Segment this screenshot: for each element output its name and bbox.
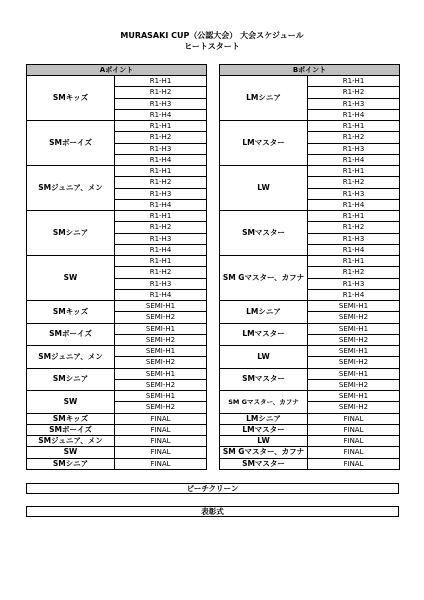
heat-label: SEMI-H2 bbox=[308, 379, 400, 390]
division-name: SMマスター bbox=[220, 211, 308, 256]
heat-label: FINAL bbox=[308, 436, 400, 447]
heat-label: R1-H1 bbox=[308, 166, 400, 177]
division-name: SMジュニア、メン bbox=[27, 166, 115, 211]
heat-label: SEMI-H2 bbox=[308, 402, 400, 413]
table-row bbox=[220, 76, 400, 87]
division-name: LMマスター bbox=[220, 121, 308, 166]
table-row bbox=[27, 211, 207, 222]
heat-label: FINAL bbox=[308, 424, 400, 435]
heat-label: SEMI-H2 bbox=[115, 334, 207, 345]
heat-label: SEMI-H2 bbox=[308, 334, 400, 345]
heat-label: R1-H3 bbox=[115, 278, 207, 289]
division-name: SMジュニア、メン bbox=[27, 346, 115, 369]
heat-label: R1-H4 bbox=[115, 199, 207, 210]
table-row bbox=[220, 323, 400, 334]
heat-label: R1-H1 bbox=[115, 211, 207, 222]
heat-label: R1-H2 bbox=[115, 222, 207, 233]
division-name: SMシニア bbox=[27, 458, 115, 469]
table-row bbox=[220, 413, 400, 424]
heat-label: SEMI-H1 bbox=[115, 301, 207, 312]
point-header: Bポイント bbox=[220, 65, 400, 76]
division-name: SMボーイズ bbox=[27, 424, 115, 435]
point-b-table bbox=[219, 64, 400, 470]
heat-label: SEMI-H1 bbox=[308, 346, 400, 357]
heat-label: FINAL bbox=[308, 413, 400, 424]
division-name: SW bbox=[27, 447, 115, 458]
heat-label: FINAL bbox=[115, 424, 207, 435]
point-header: Aポイント bbox=[27, 65, 207, 76]
division-name: LMシニア bbox=[220, 413, 308, 424]
heat-label: R1-H2 bbox=[115, 87, 207, 98]
heat-label: R1-H4 bbox=[115, 289, 207, 300]
heat-label: R1-H1 bbox=[115, 121, 207, 132]
division-name: LMマスター bbox=[220, 323, 308, 346]
heat-label: R1-H2 bbox=[115, 267, 207, 278]
heat-label: R1-H1 bbox=[308, 211, 400, 222]
page-subtitle: ヒートスタート bbox=[184, 42, 240, 51]
heat-label: R1-H2 bbox=[308, 87, 400, 98]
division-name: LW bbox=[220, 436, 308, 447]
heat-label: FINAL bbox=[308, 447, 400, 458]
table-row bbox=[220, 256, 400, 267]
point-a-table bbox=[26, 64, 207, 470]
division-name: SMキッズ bbox=[27, 76, 115, 121]
heat-label: SEMI-H1 bbox=[115, 346, 207, 357]
heat-label: R1-H2 bbox=[308, 222, 400, 233]
table-row bbox=[220, 121, 400, 132]
beach-clean-bar: ビーチクリーン bbox=[26, 483, 399, 494]
division-name: SW bbox=[27, 391, 115, 414]
heat-label: SEMI-H2 bbox=[308, 357, 400, 368]
heat-label: R1-H3 bbox=[308, 143, 400, 154]
heat-label: R1-H3 bbox=[115, 233, 207, 244]
division-name: SMキッズ bbox=[27, 301, 115, 324]
table-header-row bbox=[27, 65, 207, 76]
table-row bbox=[220, 447, 400, 458]
division-name: SMマスター bbox=[220, 458, 308, 469]
heat-label: SEMI-H1 bbox=[308, 301, 400, 312]
heat-label: R1-H3 bbox=[115, 143, 207, 154]
table-header-row bbox=[220, 65, 400, 76]
heat-label: R1-H4 bbox=[115, 244, 207, 255]
division-name: SMシニア bbox=[27, 211, 115, 256]
heat-label: R1-H2 bbox=[115, 132, 207, 143]
division-name: LMシニア bbox=[220, 301, 308, 324]
division-name: SMボーイズ bbox=[27, 323, 115, 346]
table-row bbox=[220, 436, 400, 447]
table-row bbox=[27, 424, 207, 435]
heat-label: SEMI-H1 bbox=[115, 391, 207, 402]
heat-label: SEMI-H1 bbox=[308, 323, 400, 334]
division-name: LW bbox=[220, 166, 308, 211]
table-row bbox=[220, 211, 400, 222]
heat-label: R1-H1 bbox=[308, 121, 400, 132]
heat-label: R1-H3 bbox=[115, 188, 207, 199]
heat-label: R1-H2 bbox=[308, 177, 400, 188]
heat-label: SEMI-H2 bbox=[115, 357, 207, 368]
heat-label: SEMI-H1 bbox=[115, 368, 207, 379]
heat-label: R1-H4 bbox=[115, 154, 207, 165]
awards-ceremony-bar: 表彰式 bbox=[26, 506, 399, 517]
heat-label: R1-H1 bbox=[115, 76, 207, 87]
table-row bbox=[27, 323, 207, 334]
division-name: LMマスター bbox=[220, 424, 308, 435]
heat-label: R1-H2 bbox=[308, 132, 400, 143]
division-name: SMキッズ bbox=[27, 413, 115, 424]
table-row bbox=[27, 121, 207, 132]
division-name: SMマスター bbox=[220, 368, 308, 391]
heat-label: R1-H4 bbox=[308, 109, 400, 120]
heat-label: SEMI-H2 bbox=[115, 402, 207, 413]
heat-label: R1-H1 bbox=[115, 166, 207, 177]
table-row bbox=[27, 368, 207, 379]
heat-label: FINAL bbox=[115, 458, 207, 469]
table-row bbox=[27, 447, 207, 458]
heat-label: R1-H3 bbox=[308, 233, 400, 244]
table-row bbox=[27, 256, 207, 267]
heat-label: SEMI-H2 bbox=[308, 312, 400, 323]
heat-label: R1-H4 bbox=[308, 199, 400, 210]
heat-label: FINAL bbox=[115, 436, 207, 447]
heat-label: FINAL bbox=[308, 458, 400, 469]
page-title: MURASAKI CUP（公認大会） 大会スケジュール bbox=[120, 31, 304, 40]
heat-label: R1-H4 bbox=[308, 154, 400, 165]
table-row bbox=[27, 166, 207, 177]
heat-label: R1-H4 bbox=[115, 109, 207, 120]
heat-label: SEMI-H2 bbox=[115, 379, 207, 390]
heat-label: R1-H1 bbox=[308, 76, 400, 87]
heat-label: R1-H3 bbox=[308, 278, 400, 289]
division-name: SM Gマスター、カフナ bbox=[220, 447, 308, 458]
division-name: LMシニア bbox=[220, 76, 308, 121]
heat-label: R1-H1 bbox=[308, 256, 400, 267]
division-name: SM Gマスター、カフナ bbox=[220, 256, 308, 301]
heat-label: R1-H2 bbox=[115, 177, 207, 188]
table-row bbox=[27, 458, 207, 469]
division-name: SMジュニア、メン bbox=[27, 436, 115, 447]
heat-label: FINAL bbox=[115, 447, 207, 458]
table-row bbox=[220, 458, 400, 469]
division-name: SMシニア bbox=[27, 368, 115, 391]
heat-label: R1-H3 bbox=[115, 98, 207, 109]
table-row bbox=[27, 301, 207, 312]
table-row bbox=[220, 368, 400, 379]
table-row bbox=[27, 436, 207, 447]
heat-label: SEMI-H2 bbox=[115, 312, 207, 323]
table-row bbox=[220, 166, 400, 177]
table-row bbox=[27, 413, 207, 424]
division-name: SM Gマスター、カフナ bbox=[220, 391, 308, 414]
table-row bbox=[27, 391, 207, 402]
table-row bbox=[220, 301, 400, 312]
division-name: SW bbox=[27, 256, 115, 301]
table-row bbox=[27, 76, 207, 87]
division-name: SMボーイズ bbox=[27, 121, 115, 166]
heat-label: SEMI-H1 bbox=[308, 391, 400, 402]
heat-label: R1-H1 bbox=[115, 256, 207, 267]
heat-label: R1-H3 bbox=[308, 98, 400, 109]
table-row bbox=[220, 346, 400, 357]
table-row bbox=[220, 424, 400, 435]
heat-label: SEMI-H1 bbox=[115, 323, 207, 334]
table-row bbox=[220, 391, 400, 402]
heat-label: R1-H4 bbox=[308, 244, 400, 255]
table-row bbox=[27, 346, 207, 357]
heat-label: R1-H4 bbox=[308, 289, 400, 300]
heat-label: SEMI-H1 bbox=[308, 368, 400, 379]
division-name: LW bbox=[220, 346, 308, 369]
heat-label: R1-H3 bbox=[308, 188, 400, 199]
heat-label: FINAL bbox=[115, 413, 207, 424]
heat-label: R1-H2 bbox=[308, 267, 400, 278]
